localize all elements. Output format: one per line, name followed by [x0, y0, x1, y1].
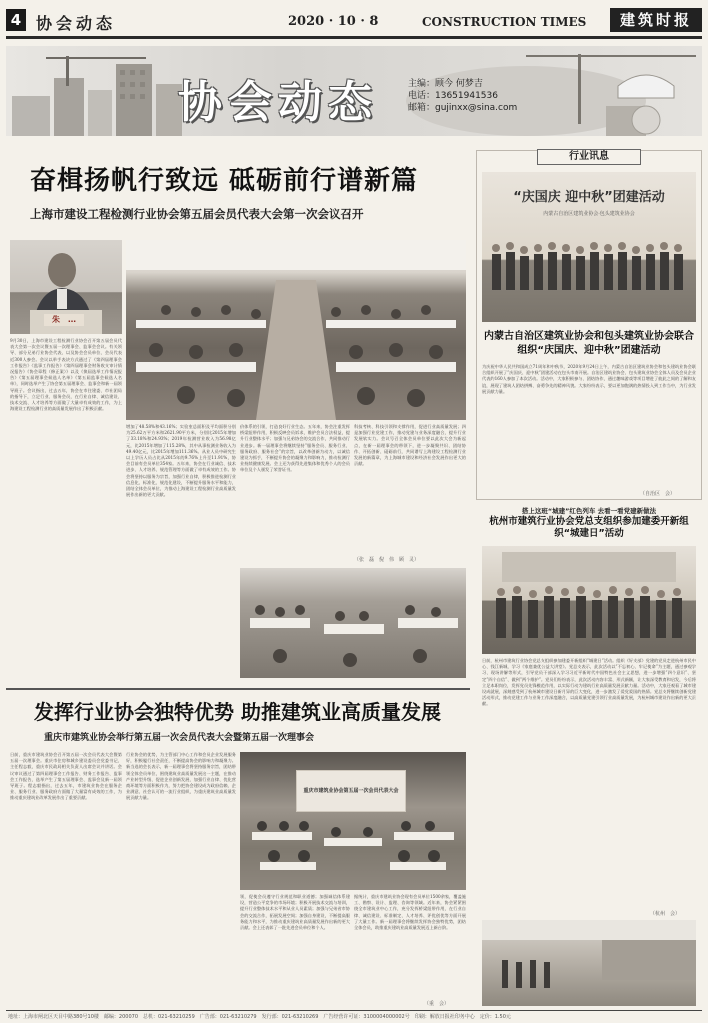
page-number: 4: [6, 9, 26, 31]
paper-name-en: CONSTRUCTION TIMES: [422, 15, 587, 29]
teambuilding-photo: [482, 172, 696, 322]
footer-rule: [6, 1010, 702, 1011]
article2-col3: 领，促使会员遵守行业规范和职业道德；加强诚信体系建设，营造公平竞争的市场环境；积极开展技术交流与培训，提升行业整体技术水平和从业人员素质；加强与兄弟省市协会的交流合作，拓展发展空间；加强自身建设，不断提高服务能力和水平，为推动重庆建筑业高质量发展作出新的更大贡献。会上还表彰了一批先进会员单位和个人。: [240, 894, 350, 931]
article1-col4: 科技考核、科技引领和支撑作用，促进行业高质量发展；四是加强行业党建工作，推动党建与业务深度融合，提升行业发展软实力。会议号召全体会员单位要以此次大会为新起点，在新一届理事会的带领下，进一步凝聚共识、团结协作、开拓创新、砥砺前行，共同谱写上海建设工程检测行业发展的新篇章，为上海城市建设和经济社会发展作出更大的贡献。: [354, 424, 466, 467]
article2-col1: 日前，重庆市建筑业协会召开第五届一次会员代表大会暨第五届一次理事会。重庆市住房和城乡建设委员会党委书记、主任程志毅，重庆市民政局相关负责人出席会议并讲话。会议审议通过了第四届理事会工作报告、财务工作报告、监事会工作报告，选举产生了第五届理事会、监事会及新一届领导班子。程志毅指出，过去五年，市建筑业协会在服务企业、服务行业、服务政府方面做了大量富有成效的工作，为推动重庆建筑业改革发展作出了重要贡献。: [10, 752, 122, 801]
conference-stage-banner: 重庆市建筑业协会第五届一次会员代表大会: [303, 788, 399, 794]
article1-col2: 增加了48.58%和43.16%；实验室总面积及平均面积分别为25.62万平方米和2621.90平方米，分别比2015年增加了33.18%和24.93%；2019年检测营业收入为56.98亿元，比2015年增加了115.28%，其中从事检测业务收入为49.40亿元，比2015年增加111.36%。从业人员中研究生以上学历人员占比从2015年的9.76%上升至11.91%，协会目前有会员单位354家。五年来，协会在行业诚信、技术进步、人才培养、规范管理等方面做了卓有成效的工作。协会将坚持以服务为宗旨，加强行业自律，积极推进检测行业信息化、标准化、规范化建设，不断提升服务水平和能力，团结全体会员单位，为推动上海建设工程检测行业高质量发展作出新的更大贡献。: [126, 424, 236, 498]
teambuilding-body: 为庆祝中华人民共和国成立71周年和中秋节，2020年9月24日上午，内蒙古自治区建筑业协会和包头建筑业协会联合组织开展了“庆国庆、迎中秋”团建活动在包头市南开展。自治区建筑业协会、包头建筑业协会全体人员及会员企业代表约160人参加了本次活动。活动中，大家积极参与、团结协作，通过趣味游戏等项目增进了彼此之间的了解和友谊，展现了建筑人团结拼搏、奋勇争先的精神风貌。大家纷纷表示，要以更加饱满的热情投入到工作当中，为行业发展贡献力量。: [482, 364, 696, 394]
masthead-rule: [6, 36, 702, 39]
article1-col3: 价体系的引领，打造良好行业生态。五年来，协会注重发挥桥梁纽带作用，积极反映会员诉求，维护会员合法权益，提升行业整体水平；加强与兄弟协会的交流合作，共同推动行业进步。新一届理事会将继续坚持“服务会员、服务行业、服务政府、服务社会”的宗旨，以改革创新为动力，以诚信建设为抓手，不断提升协会的凝聚力和影响力，推动检测行业持续健康发展。会上还为获得先进集体和优秀个人的会员单位及个人颁发了荣誉证书。: [240, 424, 350, 473]
contact-phone: 电话：13651941536: [408, 91, 498, 101]
speaker-nameplate: 朱 …: [44, 314, 84, 326]
contact-editor: 主编：顾今 何梦吉: [408, 79, 483, 89]
footer-info: 地址：上海市闸北区天目中路380号10楼 邮编：200070 总机：021-63210259 广告部：021-63210279 发行部：021-63210269 广告经营许可证：3100004000002号 印刷：解放日报社印务中心 定价：1.50元: [8, 1014, 511, 1020]
article1-title: 奋楫扬帆行致远 砥砺前行谱新篇: [30, 166, 419, 196]
teambuilding-banner-sub: 内蒙古自治区建筑业协会·包头建筑业协会: [543, 211, 635, 217]
article1-speaker-photo: [10, 240, 122, 334]
hangzhou-body: 日前，杭州市建筑行业协会党总支组织参加建委开新组织“城建日”活动。组织《好支部》党建的党员走进杭州市民中心、钱江新城，学习《家庭兼优公益大讲堂》。党总支表示，此次活动以“不忘初心、牢记使命”为主题，通过参观学习、现场讲解等形式，引导党员干部深入学习习近平新时代中国特色社会主义思想，进一步增强“四个意识”、坚定“四个自信”、做到“两个维护”。党员们纷纷表示，此次活动内容丰富、形式新颖，让大家深受教育和启发，今后将立足本职岗位，发挥党员先锋模范作用，以实际行动为建筑行业高质量发展贡献力量。活动中，大家还观看了城市建设成就展，深刻感受到了杭州城市建设日新月异的巨大变化，进一步激发了爱党爱国的热情。党总支将继续创新党建活动形式，推动党建工作与业务工作深度融合，以高质量党建引领行业高质量发展，为杭州城市建设作出新的更大贡献。: [482, 658, 696, 707]
hangzhou-exhibit-photo: [482, 920, 696, 1006]
teambuilding-title: 内蒙古自治区建筑业协会和包头建筑业协会联合组织“庆国庆、迎中秋”团建活动: [484, 331, 694, 356]
hangzhou-byline: （杭州 会）: [650, 911, 681, 917]
article2-subtitle: 重庆市建筑业协会举行第五届一次会员代表大会暨第五届一次理事会: [44, 733, 315, 743]
article2-col2: 行业协会的优势，为主管部门中心工作和会员企业发展服务好，积极履行社会责任，不断提高协会的影响力和凝聚力。新当选的会长表示，新一届理事会将坚持服务宗旨，团结带领全体会员单位，围绕建筑业高质量发展这一主题，在推动产业转型升级、促进企业创新发展、加强行业自律、优化营商环境等方面积极作为，努力把协会建设成为政府信赖、企业满意、社会认可的一流行业组织，为重庆建筑业高质量发展贡献力量。: [126, 752, 236, 801]
article1-audience-photo: [240, 568, 466, 678]
article2-conference-photo: [240, 752, 466, 890]
banner-title: 协会动态: [178, 77, 378, 128]
hangzhou-kicker: 搭上这班“城建”红色列车 去看一看党建新做法: [521, 507, 657, 515]
article1-subtitle: 上海市建设工程检测行业协会第五届会员代表大会第一次会议召开: [30, 207, 364, 221]
article2-col4: 据统计，重庆市建筑业协会现有会员单位1500余家，覆盖施工、勘察、设计、监理、咨询等领域。近年来，协会紧紧围绕全市建筑业中心工作，充分发挥桥梁纽带作用，在行业自律、诚信建设、标准制定、人才培养、评优创优等方面开展了大量工作。新一届理事会将继续发挥协会独特优势，团结全体会员，助推重庆建筑业高质量发展迈上新台阶。: [354, 894, 466, 931]
article2-divider: [6, 688, 470, 690]
article1-meeting-photo: [126, 240, 466, 420]
masthead: [0, 0, 708, 42]
paper-name-cn: 建筑时报: [610, 8, 702, 32]
article2-byline: （重 会）: [424, 1001, 450, 1007]
article1-byline: （张 磊 倪 伟 顾 灵）: [354, 557, 420, 563]
teambuilding-byline: （自治区 会）: [640, 491, 676, 497]
article2-title: 发挥行业协会独特优势 助推建筑业高质量发展: [34, 700, 441, 724]
sidebar-header: 行业讯息: [537, 149, 641, 165]
hangzhou-group-photo: [482, 546, 696, 654]
teambuilding-banner: “庆国庆 迎中秋”团建活动: [513, 190, 665, 205]
contact-email: 邮箱：gujinxx@sina.com: [408, 103, 518, 113]
section-label: 协会动态: [36, 14, 117, 33]
hangzhou-title: 杭州市建筑行业协会党总支组织参加建委开新组织“城建日”活动: [489, 516, 689, 539]
section-banner: [6, 46, 702, 136]
article1-col1: 9月30日，上海市建设工程检测行业协会召开第五届会员代表大会第一次会议暨五届一次理事会、监事会会议。有关领导、部分兄弟行业协会代表、以及协会会员单位、会员代表近300人参会。会议以举手表决方式通过了《第四届理事会工作报告》《监事工作报告》《第四届理事会财务收支审计情况报告》《协会章程（修正案）》以及《换届选举工作情况报告》《第五届理事会候选人名单》《第五届监事会候选人名单》，同时选举产生了协会第五届理事会、监事会和新一届领导班子。会议指出，过去五年，协会在市住建委、市社团局的指导下，立足行业、服务会员，在行业自律、诚信建设、技术交流、人才培养等方面做了大量卓有成效的工作，为上海建设工程检测行业的高质量发展作出了积极贡献。: [10, 338, 122, 412]
issue-date: 2020 · 10 · 8: [288, 14, 379, 29]
